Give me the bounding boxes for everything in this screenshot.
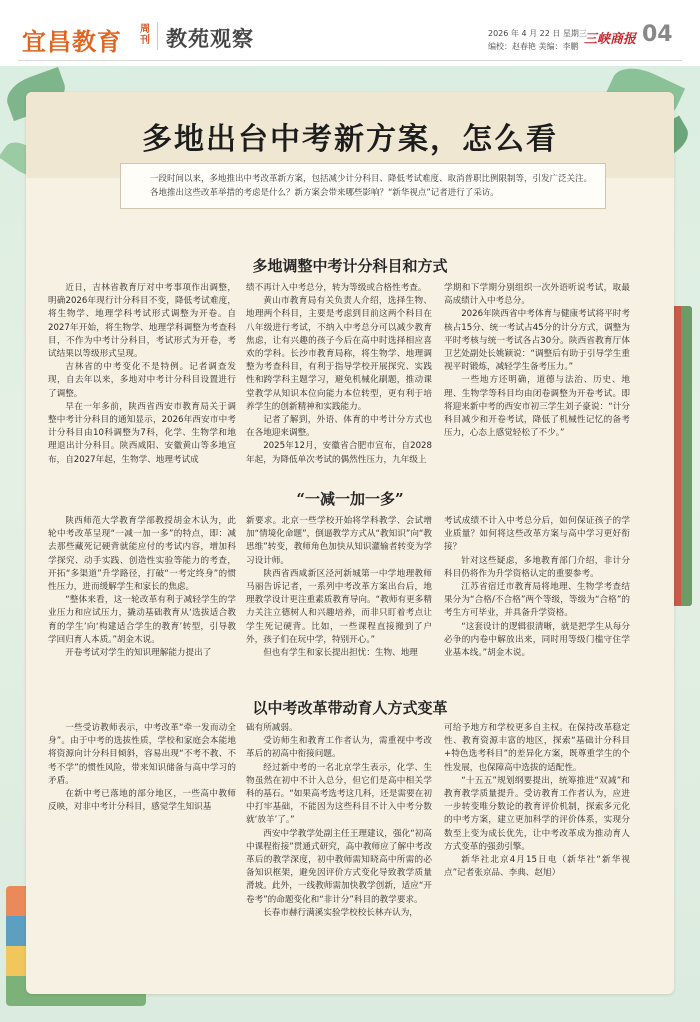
paragraph: 江苏省宿迁市教育局将地理、生物学考查结果分为“合格/不合格”两个等级，等级为“合格”的考生方可毕业，并具备升学资格。 [444,582,630,619]
paragraph: 经过新中考的一名北京学生表示，化学、生物虽然在初中不计入总分，但它们是高中相关学科的基石。“如果高考选考这几科，还是需要在初中打牢基础，不能因为这些科目不计入中考分数就‘放羊’了。” [246,762,432,826]
section-heading: 多地调整中考计分科目和方式 [252,257,448,275]
issue-meta [488,27,587,53]
paragraph: 考试成绩不计入中考总分后，如何保证孩子的学业质量？如何将这些改革方案与高中学习更好衔接？ [444,516,630,553]
paragraph: 吉林省的中考变化不是特例。记者调查发现，自去年以来，多地对中考计分科目设置进行了调整。 [48,362,236,399]
publisher-brand: 三峡商报 [584,32,637,47]
paragraph: 但也有学生和家长提出担忧：生物、地理 [263,648,418,659]
lead-paragraph: 一段时间以来，多地推出中考改革新方案，包括减少计分科目、降低考试难度、取消普职比例限制等，引发广泛关注。 [150,174,593,184]
paragraph: 西安中学教学处副主任王理建议，强化“初高中课程衔接”贯通式研究，高中教师应了解中考改革后的教学深度，初中教师需知晓高中所需的必备知识框架，避免因评价方式变化导致教学质量滑坡。此外，一线教师需加快教学创新，适应“开卷考”的命题变化和“非计分”科目的教学要求。 [246,828,432,905]
paragraph: 早在一年多前，陕西省西安市教育局关于调整中考计分科目的通知显示，2026年西安市中考计分科目由10科调整为7科，化学、生物学和地理退出计分科目。陕西咸阳、安徽黄山等多地宣布，自2027年起，生物学、地理考试成 [48,401,236,465]
section-heading: 以中考改革带动育人方式变革 [252,699,448,717]
paragraph: 础有所减弱。 [246,723,298,733]
text-column [444,282,630,440]
section-heading: “一减一加一多” [296,490,404,508]
paragraph: 绩不再计入中考总分，转为等级或合格性考查。 [246,283,427,293]
paragraph: 一些受访教师表示，中考改革“牵一发而动全身”。由于中考的选拔性质，学校和家庭会本能地将资源向计分科目倾斜，容易出现“不考不教、不考不学”的惯性风险，带来知识储备与高中学习的矛盾。 [48,723,236,786]
text-column [48,722,236,814]
paragraph: 开卷考试对学生的知识理解能力提出了 [65,648,212,659]
paragraph: 长春市赫行满溪实验学校校长林卉认为， [263,907,418,918]
paragraph: 受访师生和教育工作者认为，需重视中考改革后的初高中衔接问题。 [246,736,432,760]
paragraph: 陕西师范大学教育学部教授胡金木认为，此轮中考改革呈现“一减一加一多”的特点，即：减去那些藏死记硬背就能应付的考试内容，增加科学探究、动手实践、创造性实验等能力的考查，开拓“多渠道”升学路径，打破“一考定终身”的惯性压力，进而缓解学生和家长的焦虑。 [48,516,236,593]
text-column [246,282,432,467]
paragraph: 针对这些疑虑，多地教育部门介绍，非计分科目仍将作为升学资格认定的重要参考。 [444,555,630,579]
newspaper-masthead [0,0,700,66]
paragraph: “整体来看，这一轮改革有利于减轻学生的学业压力和应试压力，撬动基础教育从‘选拔适合教育的学生’向‘构建适合学生的教育’转型，引导教学回归育人本质。”胡金木说。 [48,595,236,645]
issue-editors: 编校：赵春艳 美编：李鹏 [488,42,579,51]
paragraph: 学期和下学期分别组织一次外语听说考试，取最高成绩计入中考总分。 [444,283,630,307]
paragraph: 陕西省西咸新区泾河新城第一中学地理教师马丽告诉记者，一系列中考改革方案出台后，地理教学设计更注重素质教育导向。“教师有更多精力关注立德树人和兴趣培养，而非只盯着考点让学生死记硬背。比如，一些课程直接搬到了户外，孩子们在玩中学，特别开心。” [246,568,432,645]
paragraph: “十五五”规划纲要提出，统筹推进“双减”和教育教学质量提升。受访教育工作者认为，应进一步转变唯分数论的教育评价机制，探索多元化的中考方案，建立更加科学的评价体系，实现分数至上变为成长优先，让中考改革成为推动育人方式变革的强劲引擎。 [444,775,630,852]
text-column [48,282,236,467]
paragraph: 2025年12月，安徽省合肥市宣布，自2028年起，为降低单次考试的偶然性压力，九年级上 [246,441,432,465]
lead-paragraph: 各地推出这些改革举措的考虑是什么？新方案会带来哪些影响？“新华视点”记者进行了采访。 [150,188,499,198]
section-name: 教苑观察 [166,26,254,51]
article-headline: 多地出台中考新方案，怎么看 [142,122,558,157]
text-column [246,722,432,920]
text-column [246,515,432,660]
masthead-rule [18,60,682,61]
masthead-weekly-label: 周刊 [140,24,150,46]
masthead-logo: 宜昌教育 [22,27,122,56]
text-column [444,722,630,880]
text-column [48,515,236,660]
paragraph: 黄山市教育局有关负责人介绍，选择生物、地理两个科目，主要是考虑到目前这两个科目在八年级进行考试，不纳入中考总分可以减少教育焦虑，让有兴趣的孩子今后在高中时选择相应喜欢的学科。长沙市教育局称，将生物学、地理调整为考查科目，有利于指导学校开展探究、实践性和跨学科主题学习，避免机械化刷题，推动课堂教学从知识本位向能力本位转型，更有利于培养学生的创新精神和实践能力。 [246,296,432,412]
paragraph: 2026年陕西省中考体育与健康考试将平时考核占15分、统一考试占45分的计分方式，调整为平时考核与统一考试各占30分。陕西省教育厅体卫艺处副处长姚颖说：“调整后有助于引导学生重视平时锻炼，减轻学生备考压力。” [444,309,630,373]
paragraph: 在新中考已落地的部分地区，一些高中教师反映，对非中考计分科目，感觉学生知识基 [48,789,236,813]
paragraph: “这套设计的逻辑很清晰，就是把学生从每分必争的内卷中解放出来，同时用等级门槛守住学业基本线。”胡金木说。 [444,621,630,659]
paragraph: 一些地方还明确，道德与法治、历史、地理、生物学等科目均由闭卷调整为开卷考试。即将迎来新中考的西安市初三学生刘子豪说：“计分科目减少和开卷考试，降低了机械性记忆的备考压力，心态上感觉轻松了不少。” [444,375,630,439]
paragraph: 新华社北京4月15日电（新华社“新华视点”记者张京品、李典、赵旭） [444,855,630,879]
issue-date: 2026 年 4 月 22 日 星期三 [488,29,587,38]
paragraph: 记者了解到，外语、体育的中考计分方式也在各地迎来调整。 [246,415,432,439]
paragraph: 可给予地方和学校更多自主权。在保持改革稳定性、教育资源丰富的地区，探索“基础计分科目+特色选考科目”的差异化方案，既尊重学生的个性发展，也保障高中选拔的适配性。 [444,723,630,773]
article-lead [120,163,606,209]
paragraph: 近日，吉林省教育厅对中考事项作出调整，明确2026年现行计分科目不变，降低考试难度，将生物学、地理学科考试形式调整为开卷。自2027年开始，将生物学、地理学科调整为考查科目，不作为中考计分科目，考试形式为开卷，考试结果以等级形式呈现。 [48,283,236,360]
text-column [444,515,630,660]
masthead-divider [157,22,158,50]
paragraph: 新要求。北京一些学校开始将学科教学、会试增加“情境化命题”，倒逼教学方式从“教知识”向“教思维”转变，教师角色加快从知识灌输者转变为学习设计师。 [246,516,432,566]
page-number: 04 [642,22,673,47]
